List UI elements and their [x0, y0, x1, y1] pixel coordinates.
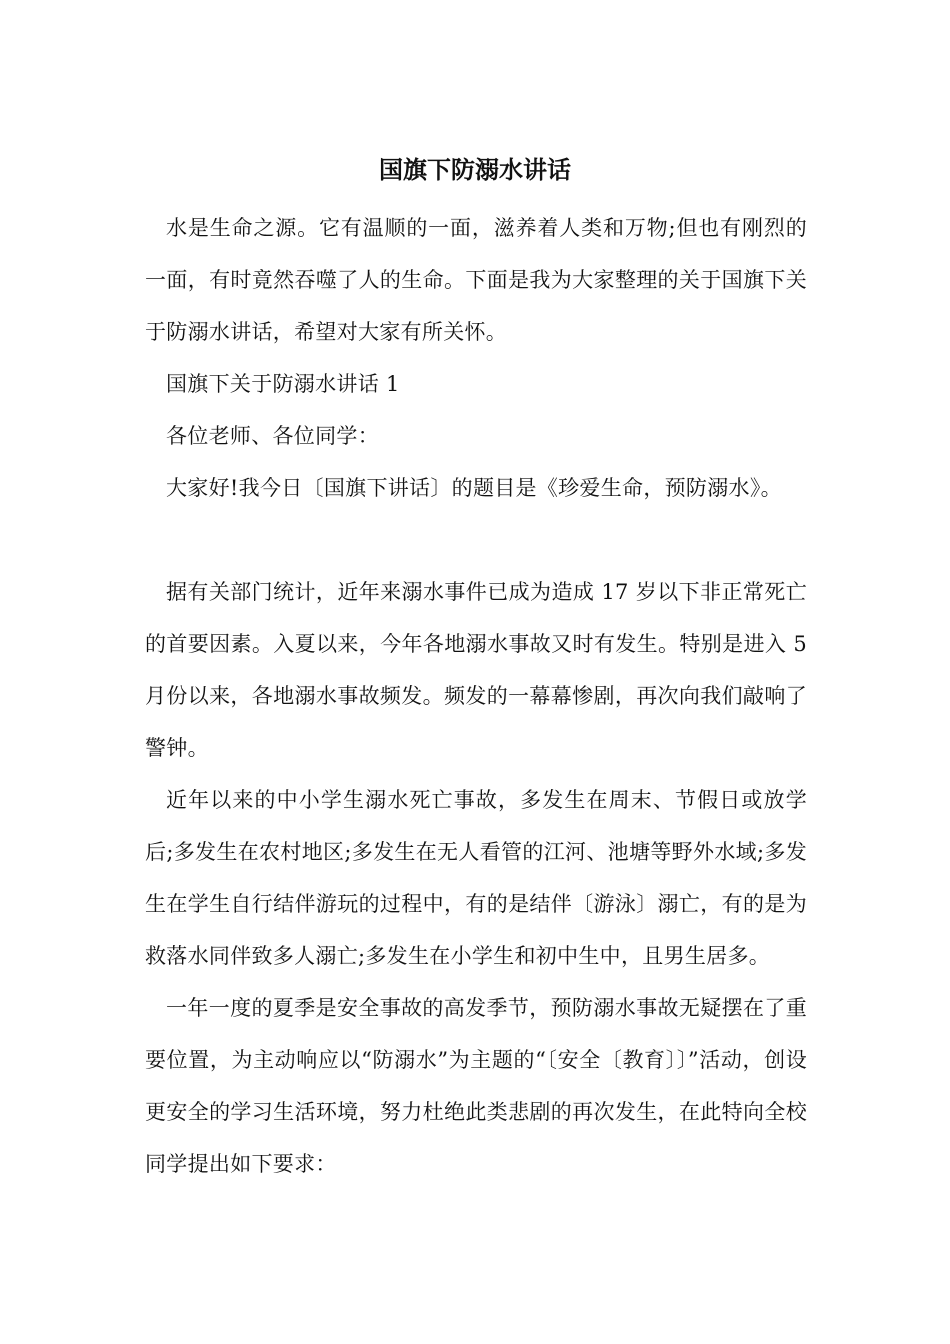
section-heading: 国旗下关于防溺水讲话 1 [166, 372, 400, 396]
accident-pattern-paragraph: 近年以来的中小学生溺水死亡事故，多发生在周末、节假日或放学后;多发生在农村地区;多发生在无人看管的江河、池塘等野外水域;多发生在学生自行结伴游玩的过程中，有的是结伴〔游泳〕溺亡，有的是为救落水同伴致多人溺亡;多发生在小学生和初中生中，且男生居多。 [145, 788, 807, 968]
statistics-paragraph: 据有关部门统计，近年来溺水事件已成为造成 17 岁以下非正常死亡的首要因素。入夏以来，今年各地溺水事故又时有发生。特别是进入 5 月份以来，各地溺水事故频发。频发的一幕幕惨剧，再次向我们敲响了警钟。 [145, 580, 807, 760]
document-body [145, 202, 807, 1190]
salutation: 各位老师、各位同学： [166, 424, 379, 448]
paragraph-gap [145, 514, 807, 566]
document-title: 国旗下防溺水讲话 [379, 155, 571, 184]
requirements-intro-paragraph: 一年一度的夏季是安全事故的高发季节，预防溺水事故无疑摆在了重要位置，为主动响应以“防溺水”为主题的“〔安全〔教育〕〕”活动，创设更安全的学习生活环境，努力杜绝此类悲剧的再次发生，在此特向全校同学提出如下要求： [145, 996, 807, 1176]
greeting-paragraph: 大家好!我今日〔国旗下讲话〕的题目是《珍爱生命，预防溺水》。 [166, 476, 782, 500]
intro-paragraph: 水是生命之源。它有温顺的一面，滋养着人类和万物;但也有刚烈的一面，有时竟然吞噬了人的生命。下面是我为大家整理的关于国旗下关于防溺水讲话，希望对大家有所关怀。 [145, 216, 807, 344]
